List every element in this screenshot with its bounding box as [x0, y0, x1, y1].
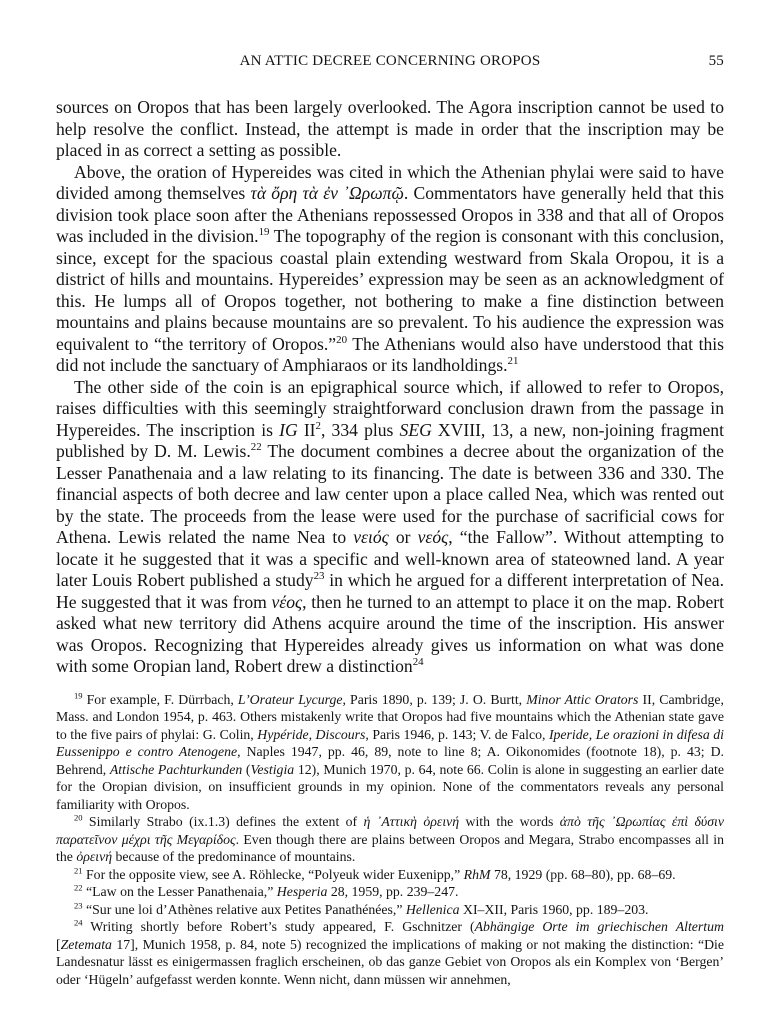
paragraph-1: sources on Oropos that has been largely overlooked. The Agora inscription cannot be used to help resolve the conflict. Instead, the attempt is made in order that the inscription may be placed in as correct a setting as possible.: [56, 97, 724, 160]
footnote-ref-21[interactable]: 21: [507, 355, 519, 368]
main-text: [56, 97, 724, 678]
footnote-19: $^{19}$ For example, F. Dürrbach, L’Orateur Lycurge, Paris 1890, p. 139; J. O. Burtt, Minor Attic Orators II, Cambridge, Mass. and London 1954, p. 463. Others mistakenly write that Oropos had five mountains which the Athenian state gave to the five pairs of phylai: G. Colin, Hypéride, Discours, Paris 1946, p. 143; V. de Falco, Iperide, Le orazioni in difesa di Eussenippo e contro Atenogene, Naples 1947, pp. 46, 89, note to line 8; A. Oikonomides (footnote 18), p. 43; D. Behrend, Attische Pachturkunden (Vestigia 12), Munich 1970, p. 64, note 66. Colin is alone in suggesting an earlier date for the Oropian division, on insufficient grounds in my opinion. None of the commentators reveals any personal familiarity with Oropos.: [56, 689, 725, 812]
footnote-ref-22[interactable]: 22: [250, 441, 262, 454]
greek-phrase: τὰ ὄρη τὰ ἐν ᾿Ωρωπῷ: [250, 183, 404, 203]
footnote-24: $^{24}$ Writing shortly before Robert’s study appeared, F. Gschnitzer (Abhängige Orte im griechischen Altertum [Zetemata 17], Munich 1958, p. 84, note 5) recognized the implications of making or not making the distinction: “Die Landesnatur lässt es einigermassen fraglich erscheinen, ob das ganze Gebiet von Oropos als ein Komplex von ‘Bergen’ oder ‘Hügeln’ aufgefasst werden konnte. Wenn nicht, dann müssen wir annehmen,: [56, 917, 724, 987]
footnote-ref-20[interactable]: 20: [336, 333, 348, 346]
footnote-23: $^{23}$ “Sur une loi d’Athènes relative aux Petites Panathénées,” Hellenica XI–XII, Paris 1960, pp. 189–203.: [74, 899, 649, 917]
seg-abbrev: SEG: [399, 419, 432, 440]
footnote-ref-24[interactable]: 24: [412, 656, 424, 669]
paragraph-3: The other side of the coin is an epigraphical source which, if allowed to refer to Oropos, raises difficulties with this seemingly straightforward conclusion drawn from the passage in Hypereides. The inscription is IG $II^2$, 334 plus SEG XVIII, 13, a new, non-joining fragment published by D. M. Lewis.$^{22}$ The document combines a decree about the organization of the Lesser Panathenaia and a law relating to its financing. The date is between 336 and 330. The financial aspects of both decree and law center upon a place called Nea, which was rented out by the state. The proceeds from the lease were used for the purchase of sacrificial cows for Athena. Lewis related the name Nea to νειός or νεός, “the Fallow”. Without attempting to locate it he suggested that it was a specific and well-known area of stateowned land. A year later Louis Robert published a study$^{23}$ in which he argued for a different interpretation of Nea. He suggested that it was from νέος, then he turned to an attempt to place it on the map. Robert asked what new territory did Athens acquire around the time of the inscription. His answer was Oropos. Recognizing that Hypereides already gives us information on what was done with some Oropian land, Robert drew a distinction$^{24}$: [56, 376, 725, 676]
page-number: 55: [708, 53, 724, 69]
running-title: AN ATTIC DECREE CONCERNING OROPOS: [239, 53, 541, 69]
greek-word: νεός: [417, 527, 449, 547]
footnote-21: $^{21}$ For the opposite view, see A. Röhlecke, “Polyeuk wider Euxenipp,” RhM 78, 1929 (pp. 68–80), pp. 68–69.: [74, 864, 676, 882]
paragraph-2: Above, the oration of Hypereides was cited in which the Athenian phylai were said to have divided among themselves τὰ ὄρη τὰ ἐν ᾿Ωρωπῷ. Commentators have generally held that this division took place soon after the Athenians repossessed Oropos in 338 and that all of Oropos was included in the division.$^{19}$ The topography of the region is consonant with this conclusion, since, except for the spacious coastal plain extending westward from Skala Oropou, it is a district of hills and mountains. Hypereides’ expression may be seen as an acknowledgment of this. He lumps all of Oropos together, not bothering to make a fine distinction between mountains and plains because mountains are so prevalent. To his audience the expression was equivalent to “the territory of Oropos.”$^{20}$ The Athenians would also have understood that this did not include the sanctuary of Amphiaraos or its landholdings.$^{21}$: [56, 161, 724, 375]
running-head: [56, 50, 724, 74]
page: [56, 50, 724, 988]
ig-abbrev: IG: [279, 419, 298, 440]
footnote-22: $^{22}$ “Law on the Lesser Panathenaia,” Hesperia 28, 1959, pp. 239–247.: [74, 882, 459, 899]
footnote-20: $^{20}$ Similarly Strabo (ix.1.3) defines the extent of ἡ ᾿Αττικὴ ὀρεινή with the words ἀπὸ τῆς ᾿Ωρωπίας ἐπὶ δύσιν παρατεῖνον μέχρι τῆς Μεγαρίδος. Even though there are plains between Oropos and Megara, Strabo encompasses all in the ὀρεινή because of the predominance of mountains.: [56, 812, 724, 864]
greek-word: νέος: [271, 591, 303, 612]
footnote-ref-19[interactable]: 19: [258, 226, 270, 239]
footnote-ref-23[interactable]: 23: [313, 570, 325, 583]
footnotes: [56, 691, 724, 989]
greek-word: νειός: [353, 527, 389, 547]
